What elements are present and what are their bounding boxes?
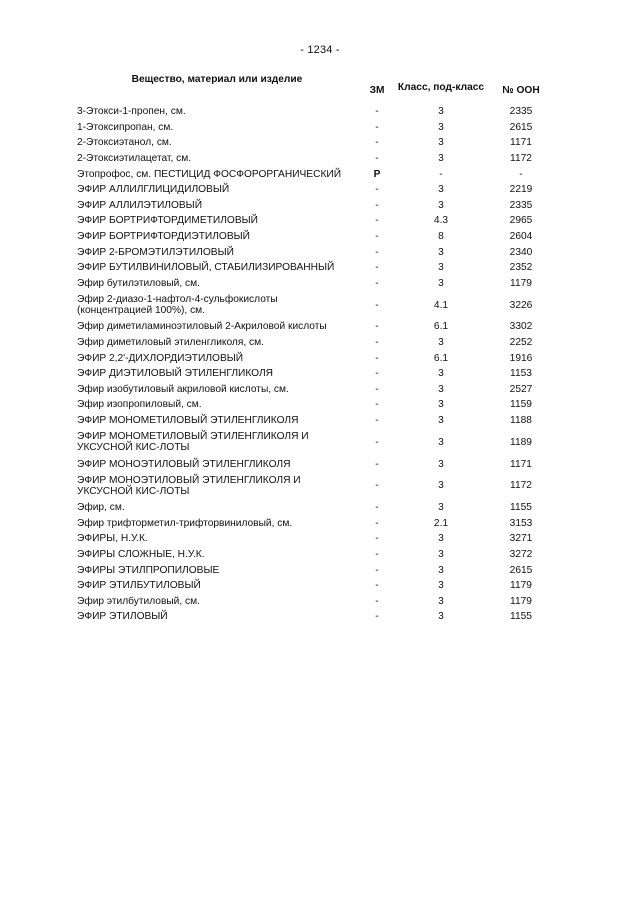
substances-table — [77, 72, 557, 625]
cell-substance: Эфир 2-диазо-1-нафтол-4-сульфокислоты (концентрацией 100%), см. — [77, 294, 278, 317]
cell-class: 3 — [438, 502, 444, 514]
cell-substance: Эфир этилбутиловый, см. — [77, 595, 200, 607]
header-class: Класс, под-класс — [397, 82, 485, 93]
cell-substance: Эфир диметиламиноэтиловый 2-Акриловой кислоты — [77, 321, 327, 333]
cell-class: 3 — [438, 436, 444, 448]
table-row — [77, 472, 557, 500]
cell-class: 3 — [438, 533, 444, 545]
cell-un-number: 2527 — [509, 383, 533, 395]
cell-un-number: - — [519, 168, 523, 180]
table-header-row — [77, 72, 557, 104]
cell-un-number: 2965 — [509, 215, 533, 227]
cell-substance: ЭФИР АЛЛИЛЭТИЛОВЫЙ — [77, 199, 203, 211]
cell-zm: - — [375, 580, 379, 592]
table-row — [77, 515, 557, 531]
cell-substance: ЭФИР ЭТИЛБУТИЛОВЫЙ — [77, 580, 201, 592]
page-number: - 1234 - — [300, 44, 340, 56]
cell-zm: - — [375, 611, 379, 623]
table-row — [77, 260, 557, 276]
cell-un-number: 1179 — [510, 277, 532, 289]
cell-class: 3 — [438, 246, 444, 258]
table-row — [77, 182, 557, 198]
cell-class: - — [439, 168, 443, 180]
cell-class: 3 — [438, 153, 444, 165]
cell-substance: ЭФИР 2,2'-ДИХЛОРДИЭТИЛОВЫЙ — [77, 352, 244, 364]
cell-substance: ЭФИР 2-БРОМЭТИЛЭТИЛОВЫЙ — [77, 246, 234, 258]
cell-class: 6.1 — [433, 352, 449, 364]
table-row — [77, 335, 557, 351]
cell-substance: Эфир трифторметил-трифторвиниловый, см. — [77, 517, 293, 529]
table-row — [77, 198, 557, 214]
cell-zm: - — [375, 595, 379, 607]
cell-class: 3 — [438, 399, 444, 411]
cell-substance: ЭФИР АЛЛИЛГЛИЦИДИЛОВЫЙ — [77, 184, 230, 196]
cell-class: 8 — [438, 231, 444, 243]
cell-substance: ЭФИР МОНОЭТИЛОВЫЙ ЭТИЛЕНГЛИКОЛЯ — [77, 458, 291, 470]
cell-un-number: 2335 — [509, 199, 533, 211]
cell-substance: ЭФИР ДИЭТИЛОВЫЙ ЭТИЛЕНГЛИКОЛЯ — [77, 368, 274, 380]
cell-substance: ЭФИР МОНОЭТИЛОВЫЙ ЭТИЛЕНГЛИКОЛЯ И УКСУСНОЙ КИС-ЛОТЫ — [77, 474, 301, 497]
cell-class: 3 — [438, 262, 444, 274]
cell-zm: - — [375, 199, 379, 211]
cell-un-number: 3272 — [509, 548, 533, 560]
table-row — [77, 609, 557, 625]
cell-class: 3 — [438, 199, 444, 211]
cell-substance: Этопрофос, см. ПЕСТИЦИД ФОСФОРОРГАНИЧЕСКИЙ — [77, 168, 342, 180]
cell-un-number: 2615 — [509, 564, 533, 576]
cell-zm: - — [375, 215, 379, 227]
cell-zm: - — [375, 184, 379, 196]
table-row — [77, 531, 557, 547]
cell-zm: - — [375, 231, 379, 243]
cell-class: 6.1 — [433, 321, 449, 333]
cell-zm: - — [375, 502, 379, 514]
table-row — [77, 166, 557, 182]
table-row — [77, 413, 557, 429]
cell-class: 3 — [438, 277, 444, 289]
cell-zm: - — [375, 383, 379, 395]
cell-substance: ЭФИР БОРТРИФТОРДИМЕТИЛОВЫЙ — [77, 215, 258, 227]
cell-class: 4.1 — [433, 299, 449, 311]
cell-un-number: 3226 — [509, 299, 533, 311]
cell-zm: - — [375, 533, 379, 545]
table-row — [77, 244, 557, 260]
cell-un-number: 3302 — [509, 321, 533, 333]
table-row — [77, 562, 557, 578]
cell-un-number: 1153 — [510, 368, 532, 380]
cell-substance: ЭФИРЫ ЭТИЛПРОПИЛОВЫЕ — [77, 564, 220, 576]
cell-un-number: 3153 — [509, 517, 533, 529]
cell-substance: ЭФИР МОНОМЕТИЛОВЫЙ ЭТИЛЕНГЛИКОЛЯ — [77, 414, 299, 426]
cell-substance: ЭФИРЫ СЛОЖНЫЕ, Н.У.К. — [77, 548, 205, 560]
table-row — [77, 397, 557, 413]
cell-zm: - — [375, 121, 379, 133]
cell-class: 2.1 — [433, 517, 449, 529]
cell-substance: 2-Этоксиэтанол, см. — [77, 137, 172, 149]
header-un-number: № ООН — [502, 84, 540, 96]
cell-zm: - — [375, 277, 379, 289]
cell-zm: - — [375, 436, 379, 448]
cell-un-number: 2340 — [509, 246, 533, 258]
table-row — [77, 593, 557, 609]
cell-zm: - — [375, 299, 379, 311]
cell-substance: 3-Этокси-1-пропен, см. — [77, 106, 186, 118]
cell-substance: 2-Этоксиэтилацетат, см. — [77, 153, 192, 165]
cell-zm: - — [375, 517, 379, 529]
cell-substance: Эфир бутилэтиловый, см. — [77, 277, 200, 289]
table-row — [77, 456, 557, 472]
cell-zm: - — [375, 564, 379, 576]
cell-un-number: 1179 — [510, 580, 532, 592]
cell-substance: ЭФИРЫ, Н.У.К. — [77, 533, 148, 545]
cell-substance: ЭФИР БОРТРИФТОРДИЭТИЛОВЫЙ — [77, 231, 250, 243]
table-row — [77, 319, 557, 335]
cell-un-number: 2335 — [509, 106, 533, 118]
cell-class: 3 — [438, 564, 444, 576]
table-row — [77, 291, 557, 319]
cell-zm: - — [375, 352, 379, 364]
cell-class: 3 — [438, 458, 444, 470]
cell-zm: - — [375, 262, 379, 274]
cell-un-number: 1188 — [510, 414, 532, 426]
cell-substance: Эфир, см. — [77, 502, 125, 514]
table-row — [77, 500, 557, 516]
table-row — [77, 229, 557, 245]
cell-zm: - — [375, 480, 379, 492]
cell-class: 3 — [438, 580, 444, 592]
cell-zm: - — [375, 137, 379, 149]
cell-un-number: 1171 — [510, 458, 532, 470]
cell-un-number: 1172 — [510, 480, 532, 492]
cell-zm: - — [375, 368, 379, 380]
cell-un-number: 2252 — [509, 337, 533, 349]
cell-class: 3 — [438, 121, 444, 133]
table-body — [77, 104, 557, 625]
cell-class: 3 — [438, 368, 444, 380]
table-row — [77, 104, 557, 120]
header-zm: ЗМ — [369, 84, 385, 96]
cell-un-number: 2352 — [509, 262, 533, 274]
cell-un-number: 1171 — [510, 137, 532, 149]
header-substance: Вещество, материал или изделие — [131, 74, 303, 85]
cell-substance: ЭФИР МОНОМЕТИЛОВЫЙ ЭТИЛЕНГЛИКОЛЯ И УКСУСНОЙ КИС-ЛОТЫ — [77, 431, 309, 454]
cell-class: 3 — [438, 383, 444, 395]
cell-zm: - — [375, 414, 379, 426]
cell-substance: 1-Этоксипропан, см. — [77, 121, 174, 133]
cell-un-number: 1916 — [509, 352, 533, 364]
cell-zm: - — [375, 106, 379, 118]
cell-zm: - — [375, 399, 379, 411]
cell-zm: - — [375, 548, 379, 560]
table-row — [77, 547, 557, 563]
table-row — [77, 366, 557, 382]
cell-class: 3 — [438, 414, 444, 426]
cell-class: 3 — [438, 106, 444, 118]
table-row — [77, 350, 557, 366]
cell-substance: Эфир изобутиловый акриловой кислоты, см. — [77, 383, 289, 395]
cell-substance: ЭФИР БУТИЛВИНИЛОВЫЙ, СТАБИЛИЗИРОВАННЫЙ — [77, 262, 335, 274]
cell-un-number: 1159 — [510, 399, 532, 411]
cell-substance: Эфир диметиловый этиленгликоля, см. — [77, 337, 264, 349]
cell-substance: Эфир изопропиловый, см. — [77, 399, 202, 411]
cell-un-number: 1172 — [510, 153, 532, 165]
table-row — [77, 135, 557, 151]
cell-class: 3 — [438, 137, 444, 149]
cell-class: 3 — [438, 337, 444, 349]
cell-zm: P — [373, 168, 381, 180]
cell-class: 3 — [438, 480, 444, 492]
cell-substance: ЭФИР ЭТИЛОВЫЙ — [77, 611, 168, 623]
cell-un-number: 3271 — [509, 533, 533, 545]
table-row — [77, 120, 557, 136]
table-row — [77, 213, 557, 229]
cell-un-number: 1155 — [510, 611, 532, 623]
cell-zm: - — [375, 153, 379, 165]
cell-zm: - — [375, 337, 379, 349]
cell-class: 3 — [438, 184, 444, 196]
cell-zm: - — [375, 321, 379, 333]
table-row — [77, 151, 557, 167]
cell-un-number: 2604 — [509, 231, 533, 243]
cell-class: 3 — [438, 548, 444, 560]
table-row — [77, 428, 557, 456]
cell-un-number: 2615 — [509, 121, 533, 133]
table-row — [77, 578, 557, 594]
cell-un-number: 1179 — [510, 595, 532, 607]
cell-un-number: 1155 — [510, 502, 532, 514]
cell-zm: - — [375, 246, 379, 258]
cell-class: 3 — [438, 611, 444, 623]
cell-zm: - — [375, 458, 379, 470]
cell-un-number: 1189 — [510, 436, 532, 448]
cell-class: 3 — [438, 595, 444, 607]
table-row — [77, 276, 557, 292]
cell-class: 4.3 — [433, 215, 449, 227]
cell-un-number: 2219 — [509, 184, 533, 196]
table-row — [77, 382, 557, 398]
